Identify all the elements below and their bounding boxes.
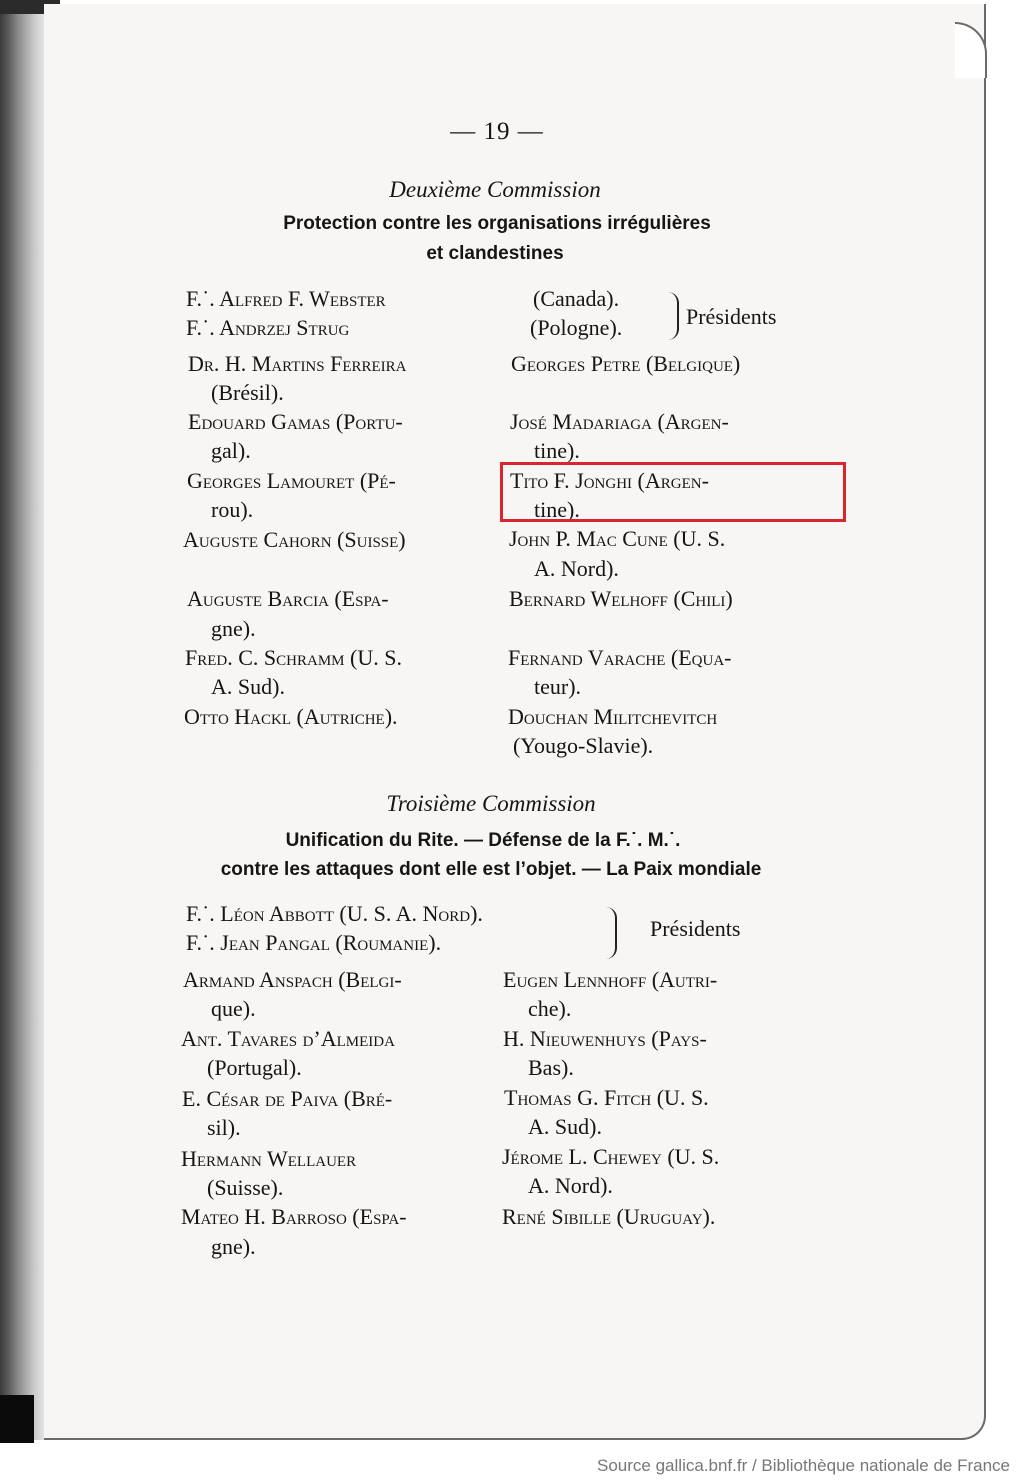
commission2-president-1-country: (Canada). (533, 286, 620, 311)
commission3-presidents-brace (606, 907, 617, 959)
commission2-president-2-name: F.˙. Andrzej Strug (186, 315, 350, 340)
c2-right-6-line2: teur). (534, 674, 582, 699)
binding-bottom-edge (0, 1395, 34, 1443)
commission2-president-1-name: F.˙. Alfred F. Webster (186, 286, 386, 311)
c2-left-6-line2: A. Sud). (211, 674, 285, 699)
commission2-president-2-country: (Pologne). (530, 315, 623, 340)
c3-left-1-line1: Armand Anspach (Belgi- (183, 967, 402, 992)
c3-right-3-line1: Thomas G. Fitch (U. S. (504, 1085, 709, 1110)
book-binding-shadow (0, 0, 48, 1440)
c2-right-4-line1: John P. Mac Cune (U. S. (509, 526, 726, 551)
commission3-president-2: F.˙. Jean Pangal (Roumanie). (186, 930, 442, 955)
c3-left-5-line1: Mateo H. Barroso (Espa- (181, 1204, 407, 1229)
commission2-subtitle-line1: Protection contre les organisations irrégulières (283, 213, 711, 234)
commission2-presidents-brace (668, 292, 679, 340)
c3-left-1-line2: que). (211, 996, 256, 1021)
source-credit: Source gallica.bnf.fr / Bibliothèque nationale de France (597, 1456, 1010, 1475)
c3-right-1-line2: che). (528, 996, 572, 1021)
c3-right-2-line1: H. Nieuwenhuys (Pays- (503, 1026, 707, 1051)
c2-left-3-line2: rou). (211, 497, 254, 522)
c3-left-4-line2: (Suisse). (207, 1175, 284, 1200)
c2-left-5-line2: gne). (211, 616, 256, 641)
c2-right-7-line2: (Yougo-Slavie). (513, 733, 654, 758)
c3-right-2-line2: Bas). (528, 1055, 574, 1080)
c2-right-3-line1: Tito F. Jonghi (Argen- (510, 468, 709, 493)
page-number: — 19 — (450, 118, 544, 145)
c2-left-1-line2: (Brésil). (211, 380, 284, 405)
c3-left-3-line2: sil). (207, 1115, 241, 1140)
c2-left-7-line1: Otto Hackl (Autriche). (184, 704, 398, 729)
c2-right-7-line1: Douchan Militchevitch (508, 704, 718, 729)
c2-left-1-line1: Dr. H. Martins Ferreira (188, 351, 407, 376)
commission2-title: Deuxième Commission (389, 177, 601, 202)
c3-left-5-line2: gne). (211, 1234, 256, 1259)
c3-right-5-line1: René Sibille (Uruguay). (502, 1204, 716, 1229)
commission3-presidents-label: Présidents (650, 916, 741, 941)
c2-right-4-line2: A. Nord). (534, 556, 619, 581)
c2-right-2-line1: José Madariaga (Argen- (510, 409, 729, 434)
commission3-subtitle-line1: Unification du Rite. — Défense de la F.˙. M.˙. (285, 830, 681, 851)
c3-right-1-line1: Eugen Lennhoff (Autri- (503, 967, 718, 992)
c2-right-3-line2: tine). (534, 497, 580, 522)
c3-left-4-line1: Hermann Wellauer (181, 1146, 357, 1171)
c2-right-6-line1: Fernand Varache (Equa- (508, 645, 732, 670)
c3-right-4-line2: A. Nord). (528, 1173, 613, 1198)
c3-right-3-line2: A. Sud). (528, 1114, 602, 1139)
commission3-title: Troisième Commission (386, 791, 596, 816)
highlight-box (500, 462, 846, 522)
c3-right-4-line1: Jérome L. Chewey (U. S. (502, 1144, 720, 1169)
c2-right-2-line2: tine). (534, 438, 580, 463)
commission2-presidents-label: Présidents (686, 304, 777, 329)
c3-left-3-line1: E. César de Paiva (Bré- (182, 1086, 393, 1111)
c2-left-5-line1: Auguste Barcia (Espa- (187, 586, 389, 611)
c3-left-2-line1: Ant. Tavares d’Almeida (181, 1026, 395, 1051)
c2-right-1-line1: Georges Petre (Belgique) (511, 351, 741, 376)
c3-left-2-line2: (Portugal). (207, 1055, 302, 1080)
c2-left-6-line1: Fred. C. Schramm (U. S. (185, 645, 402, 670)
c2-left-2-line2: gal). (211, 438, 251, 463)
c2-left-3-line1: Georges Lamouret (Pé- (187, 468, 396, 493)
c2-left-4-line1: Auguste Cahorn (Suisse) (183, 527, 406, 552)
c2-right-5-line1: Bernard Welhoff (Chili) (509, 586, 733, 611)
commission2-subtitle-line2: et clandestines (426, 243, 564, 264)
commission3-subtitle-line2: contre les attaques dont elle est l’objet. — La Paix mondiale (220, 859, 762, 880)
commission3-president-1: F.˙. Léon Abbott (U. S. A. Nord). (186, 901, 483, 926)
c2-left-2-line1: Edouard Gamas (Portu- (188, 409, 403, 434)
